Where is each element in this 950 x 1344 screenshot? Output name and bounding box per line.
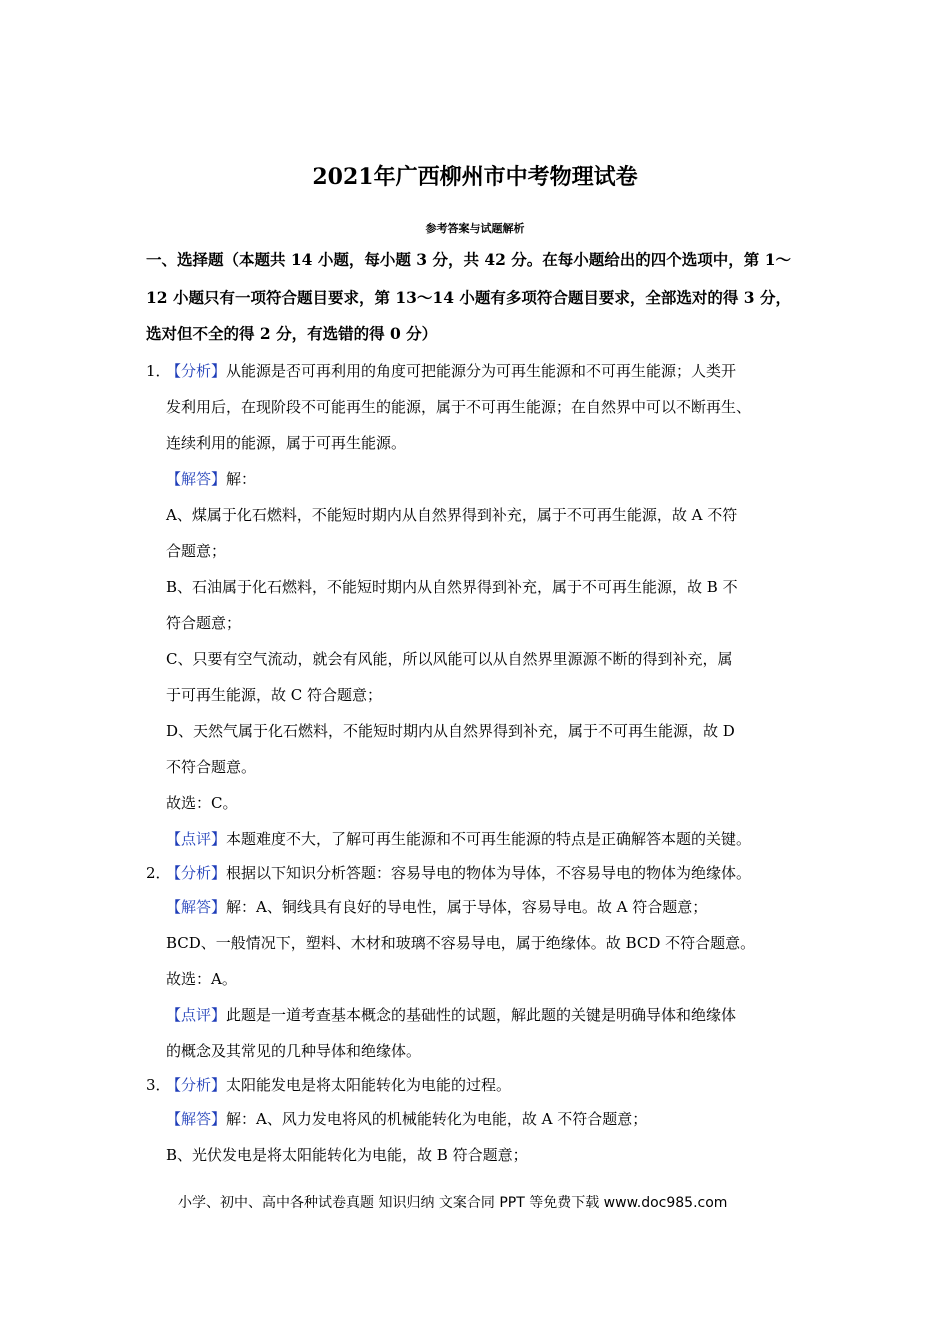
q1-comment-text: 本题难度不大，了解可再生能源和不可再生能源的特点是正确解答本题的关键。 xyxy=(226,830,752,848)
q3-analysis xyxy=(166,1074,511,1095)
q1-comment xyxy=(166,828,751,849)
q2-choice: 故选：A。 xyxy=(166,970,237,988)
q1-option-d-line-1: D、天然气属于化石燃料，不能短时期内从自然界得到补充，属于不可再生能源，故 D xyxy=(166,722,735,740)
q3-answer xyxy=(166,1108,647,1129)
page-subtitle: 参考答案与试题解析 xyxy=(425,222,525,235)
q3-analysis-text: 太阳能发电是将太阳能转化为电能的过程。 xyxy=(226,1076,512,1094)
q1-answer-head xyxy=(166,468,256,489)
section-heading-line-3: 选对但不全的得 2 分，有选错的得 0 分） xyxy=(146,324,438,343)
section-heading-line-2: 12 小题只有一项符合题目要求，第 13～14 小题有多项符合题目要求，全部选对的得 3 分， xyxy=(146,288,791,307)
comment-tag: 【点评】 xyxy=(166,830,227,848)
q3-option-b: B、光伏发电是将太阳能转化为电能，故 B 符合题意； xyxy=(166,1146,528,1164)
q1-option-b-line-2: 符合题意； xyxy=(166,614,242,632)
q2-analysis-text: 根据以下知识分析答题：容易导电的物体为导体，不容易导电的物体为绝缘体。 xyxy=(226,864,752,882)
q1-analysis-line-1 xyxy=(166,360,736,381)
page-title: 2021年广西柳州市中考物理试卷 xyxy=(312,164,638,190)
q1-analysis-line-2: 发利用后，在现阶段不可能再生的能源，属于不可再生能源；在自然界中可以不断再生、 xyxy=(166,398,752,416)
q2-answer xyxy=(166,896,707,917)
q1-option-b-line-1: B、石油属于化石燃料，不能短时期内从自然界得到补充，属于不可再生能源，故 B 不 xyxy=(166,578,738,596)
question-2-number: 2． xyxy=(146,864,171,882)
q3-answer-text: 解：A、风力发电将风的机械能转化为电能，故 A 不符合题意； xyxy=(226,1110,648,1128)
section-heading-line-1: 一、选择题（本题共 14 小题，每小题 3 分，共 42 分。在每小题给出的四个选项中，第 1～ xyxy=(146,250,791,269)
q1-option-d-line-2: 不符合题意。 xyxy=(166,758,257,776)
q1-option-a-line-1: A、煤属于化石燃料，不能短时期内从自然界得到补充，属于不可再生能源，故 A 不符 xyxy=(166,506,738,524)
answer-tag: 【解答】 xyxy=(166,470,227,488)
comment-tag: 【点评】 xyxy=(166,1006,227,1024)
analysis-tag: 【分析】 xyxy=(166,1076,227,1094)
q2-answer-text: 解：A、铜线具有良好的导电性，属于导体，容易导电。故 A 符合题意； xyxy=(226,898,708,916)
page-footer: 小学、初中、高中各种试卷真题 知识归纳 文案合同 PPT 等免费下载 www.doc985.com xyxy=(178,1195,728,1211)
question-1-number: 1． xyxy=(146,362,171,380)
q1-answer-text: 解： xyxy=(226,470,257,488)
analysis-tag: 【分析】 xyxy=(166,362,227,380)
q1-analysis-text: 从能源是否可再利用的角度可把能源分为可再生能源和不可再生能源；人类开 xyxy=(226,362,737,380)
q1-choice: 故选：C。 xyxy=(166,794,238,812)
q2-comment-line-2: 的概念及其常见的几种导体和绝缘体。 xyxy=(166,1042,422,1060)
q2-analysis xyxy=(166,862,751,883)
q1-option-c-line-1: C、只要有空气流动，就会有风能，所以风能可以从自然界里源源不断的得到补充，属 xyxy=(166,650,733,668)
q2-comment-text: 此题是一道考查基本概念的基础性的试题，解此题的关键是明确导体和绝缘体 xyxy=(226,1006,737,1024)
q1-option-c-line-2: 于可再生能源，故 C 符合题意； xyxy=(166,686,383,704)
question-3-number: 3． xyxy=(146,1076,171,1094)
answer-tag: 【解答】 xyxy=(166,1110,227,1128)
q2-bcd-line: BCD、一般情况下，塑料、木材和玻璃不容易导电，属于绝缘体。故 BCD 不符合题意。 xyxy=(166,934,756,952)
q1-option-a-line-2: 合题意； xyxy=(166,542,227,560)
answer-tag: 【解答】 xyxy=(166,898,227,916)
q2-comment-line-1 xyxy=(166,1004,736,1025)
q1-analysis-line-3: 连续利用的能源，属于可再生能源。 xyxy=(166,434,407,452)
analysis-tag: 【分析】 xyxy=(166,864,227,882)
